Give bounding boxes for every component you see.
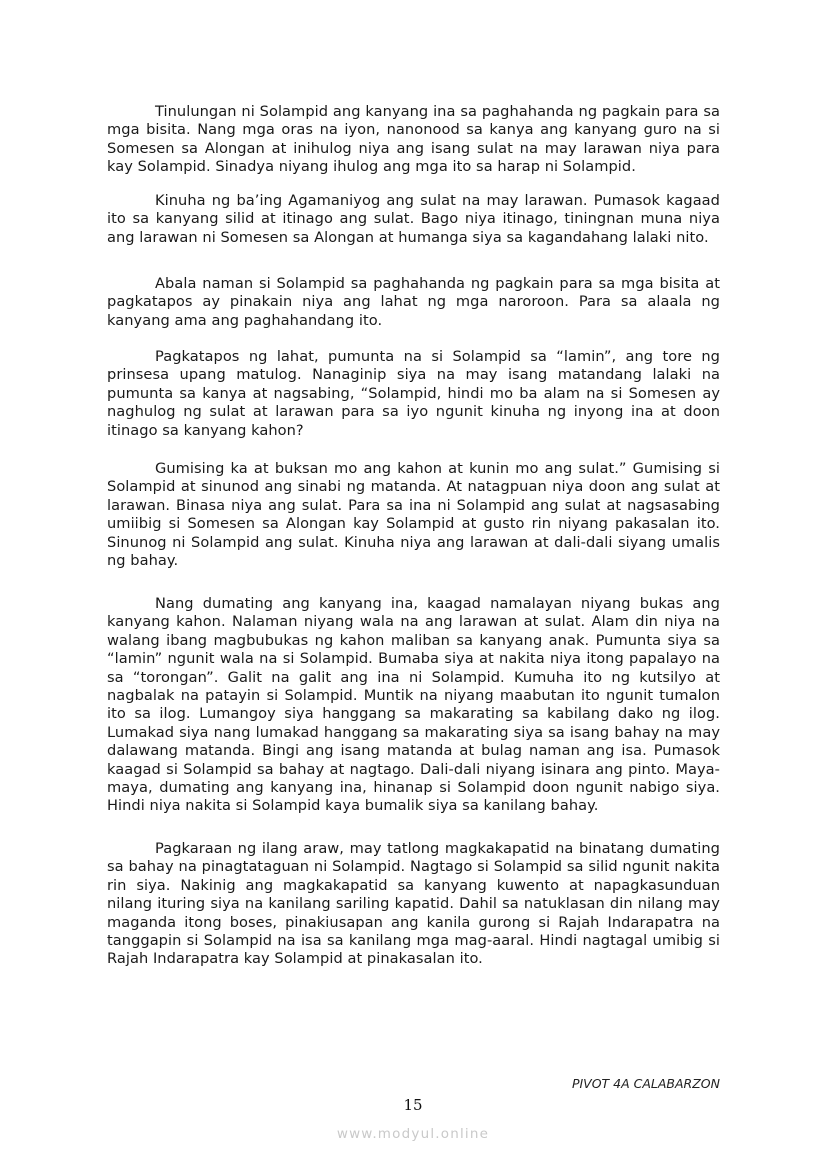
paragraph-6: Nang dumating ang kanyang ina, kaagad namalayan niyang bukas ang kanyang kahon. Nalaman niyang wala na ang larawan at sulat. Alam din niya na walang ibang magbubukas ng kahon maliban sa kanyang anak. Pumunta siya sa “lamin” ngunit wala na si Solampid. Bumaba siya at nakita niya itong papalayo na sa “torongan”. Galit na galit ang ina ni Solampid. Kumuha ito ng kutsilyo at nagbalak na patayin si Solampid. Muntik na niyang maabutan ito ngunit tumalon ito sa ilog. Lumangoy siya hanggang sa makarating sa kabilang dako ng ilog. Lumakad siya nang lumakad hanggang sa makarating siya sa isang bahay na may dalawang matanda. Bingi ang isang matanda at bulag naman ang isa. Pumasok kaagad si Solampid sa bahay at nagtago. Dali-dali niyang isinara ang pinto. Maya-maya, dumating ang kanyang ina, hinanap si Solampid doon ngunit nabigo siya. Hindi niya nakita si Solampid kaya bumalik siya sa kanilang bahay.	[107, 595, 720, 815]
footer-label: PIVOT 4A CALABARZON	[571, 1076, 720, 1091]
paragraph-2: Kinuha ng ba’ing Agamaniyog ang sulat na may larawan. Pumasok kagaad ito sa kanyang silid at itinago ang sulat. Bago niya itinago, tiningnan muna niya ang larawan ni Somesen sa Alongan at humanga siya sa kagandahang lalaki nito.	[107, 192, 720, 246]
paragraph-4: Pagkatapos ng lahat, pumunta na si Solampid sa “lamin”, ang tore ng prinsesa upang matulog. Nanaginip siya na may isang matandang lalaki na pumunta sa kanya at nagsabing, “Solampid, hindi mo ba alam na si Somesen ay naghulog ng sulat at larawan para sa iyo ngunit kinuha ng inyong ina at doon itinago sa kanyang kahon?	[107, 348, 720, 439]
paragraph-3: Abala naman si Solampid sa paghahanda ng pagkain para sa mga bisita at pagkatapos ay pinakain niya ang lahat ng mga naroroon. Para sa alaala ng kanyang ama ang paghahandang ito.	[107, 275, 720, 329]
watermark-text: www.modyul.online	[336, 1126, 490, 1142]
paragraph-7: Pagkaraan ng ilang araw, may tatlong magkakapatid na binatang dumating sa bahay na pinagtataguan ni Solampid. Nagtago si Solampid sa silid ngunit nakita rin siya. Nakinig ang magkakapatid sa kanyang kuwento at napagkasunduan nilang ituring siya na kanilang sariling kapatid. Dahil sa natuklasan din nilang may maganda itong boses, pinakiusapan ang kanila gurong si Rajah Indarapatra na tanggapin si Solampid na isa sa kanilang mga mag-aaral. Hindi nagtagal umibig si Rajah Indarapatra kay Solampid at pinakasalan ito.	[107, 840, 720, 968]
paragraph-1: Tinulungan ni Solampid ang kanyang ina sa paghahanda ng pagkain para sa mga bisita. Nang mga oras na iyon, nanonood sa kanya ang kanyang guro na si Somesen sa Alongan at inihulog niya ang isang sulat na may larawan niya para kay Solampid. Sinadya niyang ihulog ang mga ito sa harap ni Solampid.	[107, 103, 720, 176]
page-number: 15	[403, 1096, 423, 1114]
paragraph-5: Gumising ka at buksan mo ang kahon at kunin mo ang sulat.” Gumising si Solampid at sinunod ang sinabi ng matanda. At natagpuan niya doon ang sulat at larawan. Binasa niya ang sulat. Para sa ina ni Solampid ang sulat at nagsasabing umiibig si Somesen sa Alongan kay Solampid at gusto rin niyang pakasalan ito. Sinunog ni Solampid ang sulat. Kinuha niya ang larawan at dali-dali siyang umalis ng bahay.	[107, 460, 720, 570]
